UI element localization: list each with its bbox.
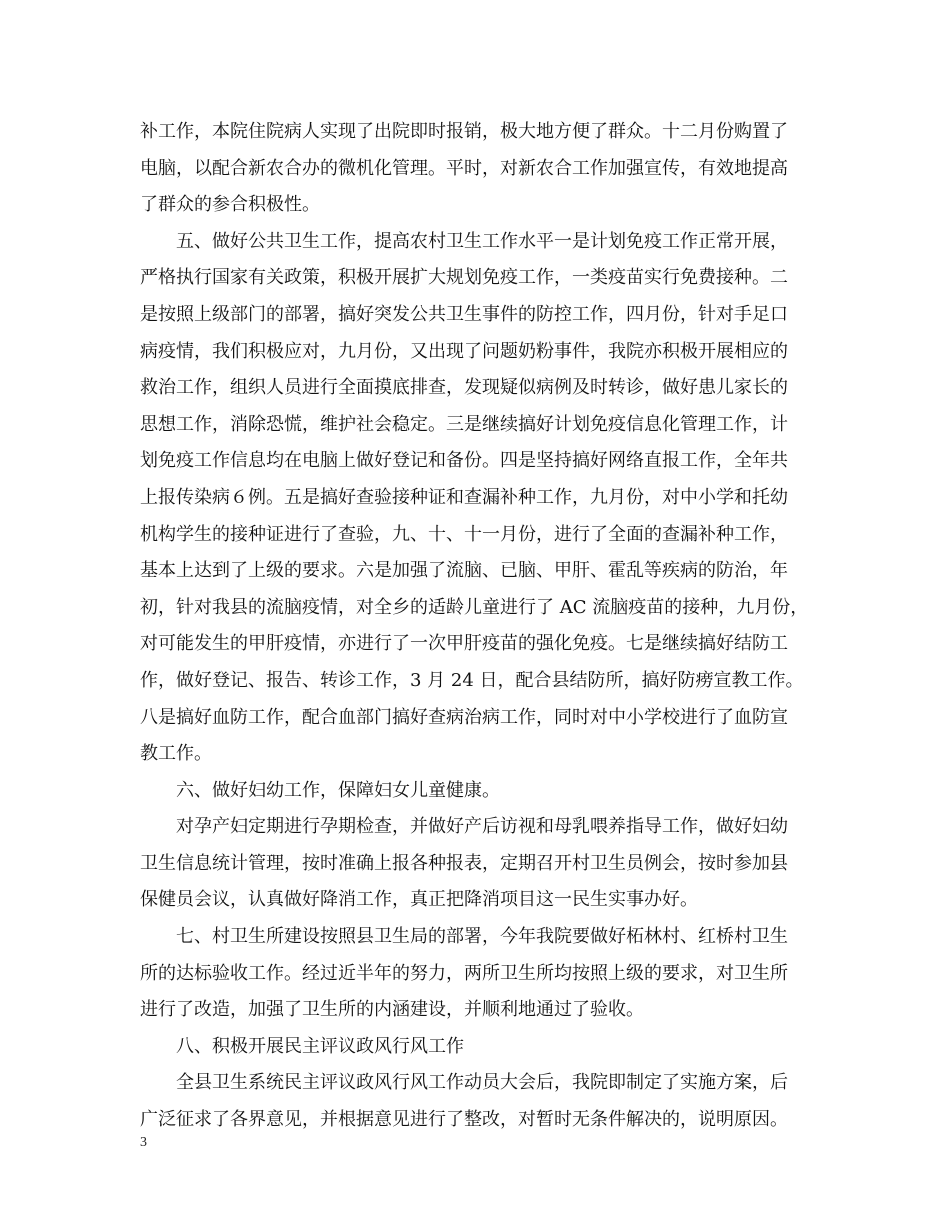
text-line: 作，做好登记、报告、转诊工作，3 月 24 日，配合县结防所，搞好防痨宣教工作。 (140, 669, 804, 691)
text-line: 病疫情，我们积极应对，九月份，又出现了问题奶粉事件，我院亦积极开展相应的 (140, 340, 788, 362)
text-line: 划免疫工作信息均在电脑上做好登记和备份。四是坚持搞好网络直报工作，全年共 (140, 450, 788, 472)
text-line: 六、做好妇幼工作，保障妇女儿童健康。 (176, 779, 500, 801)
text-line: 广泛征求了各界意见，并根据意见进行了整改，对暂时无条件解决的，说明原因。 (140, 1109, 788, 1131)
text-line: 进行了改造，加强了卫生所的内涵建设，并顺利地通过了验收。 (140, 999, 644, 1021)
text-line: 全县卫生系统民主评议政风行风工作动员大会后，我院即制定了实施方案，后 (176, 1072, 788, 1094)
text-line: 上报传染病６例。五是搞好查验接种证和查漏补种工作，九月份，对中小学和托幼 (140, 486, 788, 508)
text-line: 严格执行国家有关政策，积极开展扩大规划免疫工作，一类疫苗实行免费接种。二 (140, 267, 788, 289)
text-line: 思想工作，消除恐慌，维护社会稳定。三是继续搞好计划免疫信息化管理工作，计 (140, 413, 788, 435)
text-line: 所的达标验收工作。经过近半年的努力，两所卫生所均按照上级的要求，对卫生所 (140, 962, 788, 984)
text-line: 救治工作，组织人员进行全面摸底排查，发现疑似病例及时转诊，做好患儿家长的 (140, 377, 788, 399)
text-line: 八、积极开展民主评议政风行风工作 (176, 1035, 464, 1057)
page-number: 3 (140, 1135, 147, 1150)
text-line: 初，针对我县的流脑疫情，对全乡的适龄儿童进行了 AC 流脑疫苗的接种，九月份， (140, 596, 809, 618)
text-line: 保健员会议，认真做好降消工作，真正把降消项目这一民生实事办好。 (140, 889, 698, 911)
text-line: 机构学生的接种证进行了查验，九、十、十一月份，进行了全面的查漏补种工作， (140, 523, 788, 545)
text-line: 五、做好公共卫生工作，提高农村卫生工作水平一是计划免疫工作正常开展， (176, 230, 788, 252)
document-body (140, 114, 830, 1139)
text-line: 对可能发生的甲肝疫情，亦进行了一次甲肝疫苗的强化免疫。七是继续搞好结防工 (140, 633, 788, 655)
text-line: 了群众的参合积极性。 (140, 194, 320, 216)
text-line: 卫生信息统计管理，按时准确上报各种报表，定期召开村卫生员例会，按时参加县 (140, 852, 788, 874)
text-line: 八是搞好血防工作，配合血部门搞好查病治病工作，同时对中小学校进行了血防宣 (140, 706, 788, 728)
text-line: 电脑，以配合新农合办的微机化管理。平时，对新农合工作加强宣传，有效地提高 (140, 157, 788, 179)
text-line: 教工作。 (140, 743, 212, 765)
text-line: 对孕产妇定期进行孕期检查，并做好产后访视和母乳喂养指导工作，做好妇幼 (176, 816, 788, 838)
text-line: 基本上达到了上级的要求。六是加强了流脑、已脑、甲肝、霍乱等疾病的防治，年 (140, 560, 788, 582)
text-line: 是按照上级部门的部署，搞好突发公共卫生事件的防控工作，四月份，针对手足口 (140, 303, 788, 325)
text-line: 七、村卫生所建设按照县卫生局的部署，今年我院要做好柘林村、红桥村卫生 (176, 926, 788, 948)
text-line: 补工作，本院住院病人实现了出院即时报销，极大地方便了群众。十二月份购置了 (140, 121, 788, 142)
